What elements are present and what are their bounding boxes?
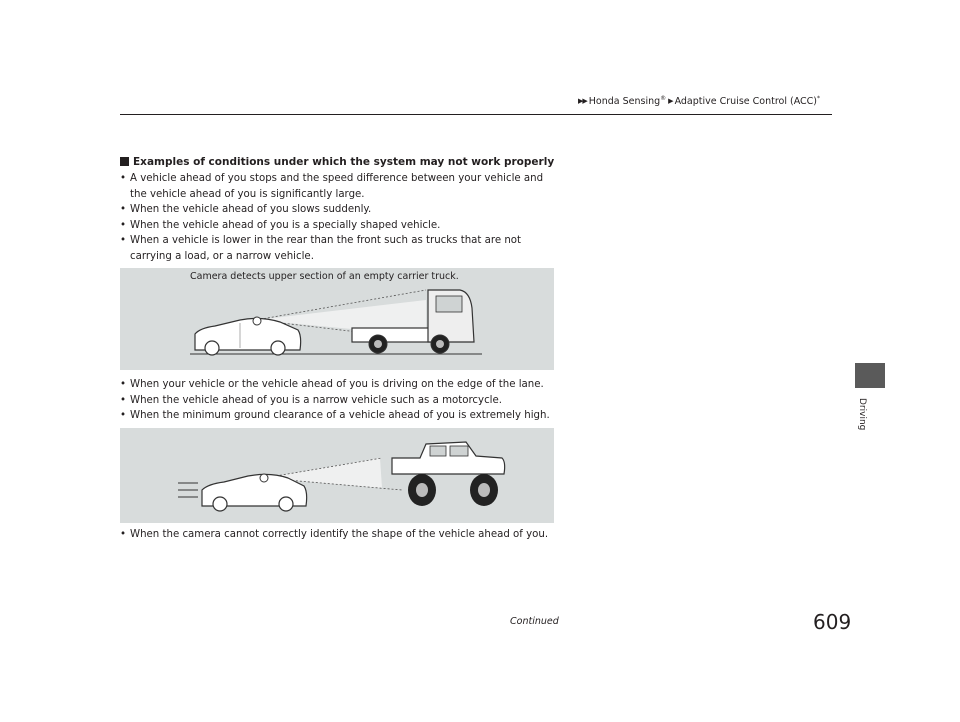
list-item: • When the vehicle ahead of you slows suddenly.	[120, 202, 543, 218]
section-heading: Examples of conditions under which the system may not work properly	[120, 156, 554, 168]
list-item: • When a vehicle is lower in the rear than the front such as trucks that are not	[120, 233, 543, 249]
breadcrumb-item-acc: Adaptive Cruise Control (ACC)*	[674, 95, 821, 108]
continued-label: Continued	[510, 616, 559, 627]
header-rule	[120, 114, 832, 115]
breadcrumb-item-honda-sensing: Honda Sensing®	[588, 95, 667, 108]
conditions-list-1	[120, 171, 543, 265]
high-clearance-truck-icon	[392, 442, 505, 506]
own-car-icon	[202, 474, 307, 511]
section-side-label: Driving	[857, 398, 867, 431]
own-car-icon	[195, 318, 301, 355]
breadcrumb	[578, 95, 820, 107]
camera-icon	[260, 474, 268, 482]
double-triangle-icon: ▶▶	[578, 97, 587, 106]
figure-caption: Camera detects upper section of an empty carrier truck.	[190, 271, 459, 282]
figure-empty-carrier-truck	[120, 268, 554, 370]
list-item-continuation: carrying a load, or a narrow vehicle.	[130, 250, 314, 262]
page-number: 609	[813, 610, 852, 634]
list-item: • When the minimum ground clearance of a vehicle ahead of you is extremely high.	[120, 408, 550, 424]
triangle-icon: ▶	[668, 97, 673, 106]
camera-icon	[253, 317, 261, 325]
list-item: • When the vehicle ahead of you is a specially shaped vehicle.	[120, 218, 543, 234]
section-tab-marker	[855, 363, 885, 388]
figure-high-clearance-vehicle	[120, 428, 554, 523]
high-clearance-illustration	[120, 428, 554, 523]
list-item: • When the camera cannot correctly identify the shape of the vehicle ahead of you.	[120, 527, 548, 543]
conditions-list-2	[120, 377, 550, 424]
conditions-list-3	[120, 527, 548, 543]
list-item-continuation: the vehicle ahead of you is significantly large.	[130, 188, 365, 200]
list-item: • A vehicle ahead of you stops and the speed difference between your vehicle and	[120, 171, 543, 187]
square-bullet-icon	[120, 157, 129, 166]
list-item: • When your vehicle or the vehicle ahead of you is driving on the edge of the lane.	[120, 377, 550, 393]
list-item: • When the vehicle ahead of you is a narrow vehicle such as a motorcycle.	[120, 393, 550, 409]
motion-lines	[178, 483, 198, 497]
carrier-truck-illustration	[120, 268, 554, 370]
